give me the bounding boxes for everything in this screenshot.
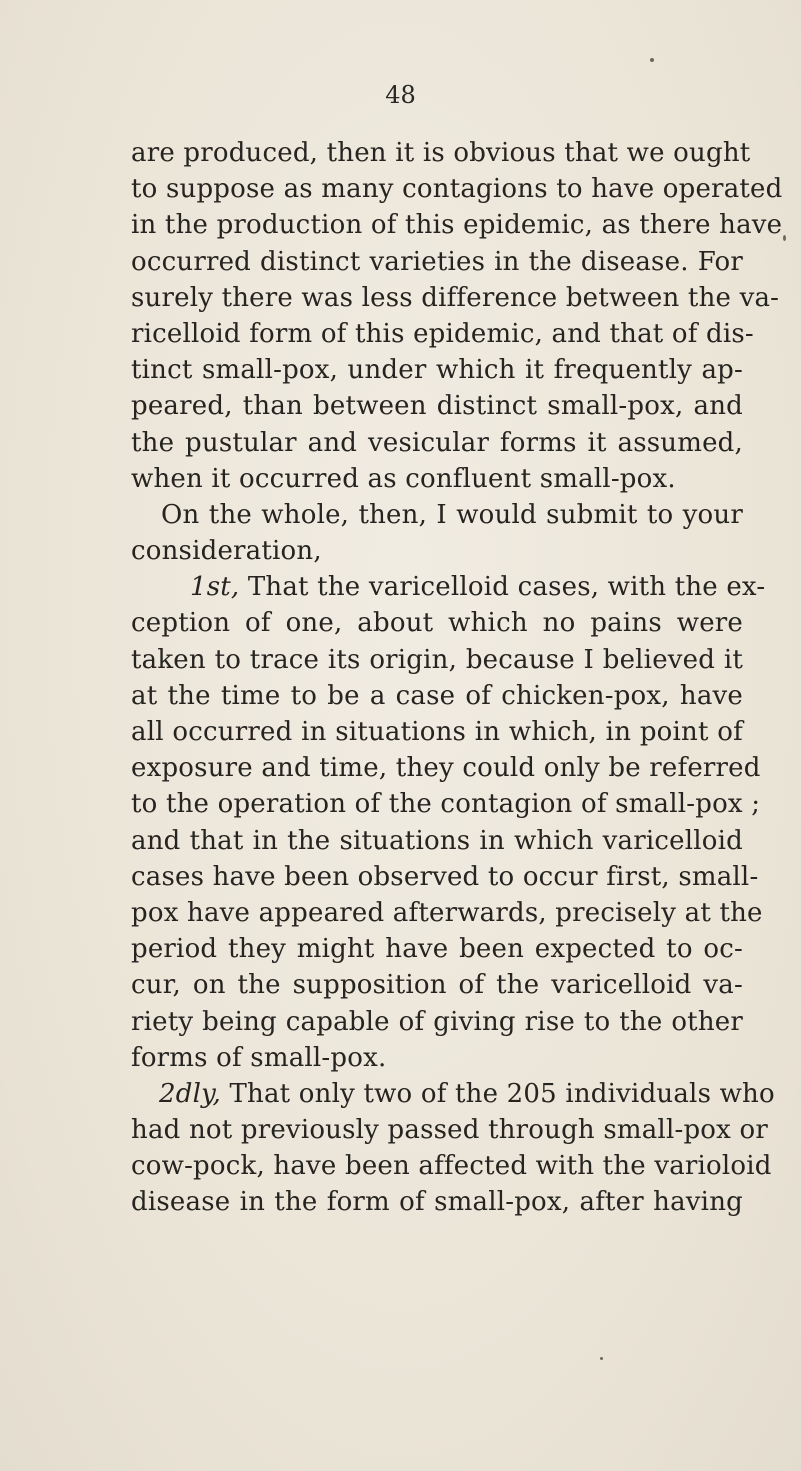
text-line: to the operation of the contagion of small-pox ;: [131, 789, 761, 820]
text-line: riety being capable of giving rise to the other: [131, 1006, 743, 1037]
enumeration-marker: 1st,: [190, 572, 240, 603]
ink-speck: [783, 235, 786, 241]
text-line: On the whole, then, I would submit to your: [161, 499, 743, 530]
text-span: That only two of the 205 individuals who: [221, 1078, 775, 1109]
text-line: surely there was less difference between the va-: [131, 282, 780, 313]
text-line: to suppose as many contagions to have operated: [131, 174, 783, 205]
ink-speck: [650, 58, 654, 62]
text-line: peared, than between distinct small-pox, and: [131, 391, 743, 422]
text-line: [131, 569, 766, 605]
body-text: [131, 135, 783, 1221]
text-line: [131, 1076, 775, 1112]
text-line: cow-pock, have been affected with the varioloid: [131, 1151, 772, 1182]
text-line: and that in the situations in which varicelloid: [131, 825, 743, 856]
text-line: period they might have been expected to oc-: [131, 934, 743, 965]
text-line: cur, on the supposition of the varicelloid va-: [131, 970, 743, 1001]
text-line: exposure and time, they could only be referred: [131, 753, 761, 784]
text-line: all occurred in situations in which, in point of: [131, 717, 743, 747]
enumeration-marker: 2dly,: [159, 1078, 222, 1109]
text-line: at the time to be a case of chicken-pox, have: [131, 680, 743, 711]
text-line: taken to trace its origin, because I believed it: [131, 644, 743, 675]
text-line: are produced, then it is obvious that we ought: [131, 138, 751, 168]
text-line: consideration,: [131, 536, 322, 567]
text-span: That the varicelloid cases, with the ex-: [239, 572, 766, 603]
page-number: 48: [385, 81, 416, 109]
text-line: disease in the form of small-pox, after having: [131, 1187, 743, 1218]
text-line: cases have been observed to occur first, small-: [131, 861, 759, 892]
text-line: ricelloid form of this epidemic, and that of dis-: [131, 318, 754, 349]
text-line: had not previously passed through small-pox or: [131, 1115, 768, 1146]
text-line: occurred distinct varieties in the disease. For: [131, 246, 743, 277]
ink-speck: [600, 1357, 603, 1360]
text-line: ception of one, about which no pains were: [131, 608, 743, 639]
text-line: when it occurred as confluent small-pox.: [131, 463, 676, 494]
text-line: in the production of this epidemic, as there have: [131, 210, 783, 241]
text-line: tinct small-pox, under which it frequently ap-: [131, 355, 743, 386]
text-line: forms of small-pox.: [131, 1042, 387, 1073]
text-line: pox have appeared afterwards, precisely at the: [131, 897, 763, 928]
text-line: the pustular and vesicular forms it assumed,: [131, 427, 743, 458]
